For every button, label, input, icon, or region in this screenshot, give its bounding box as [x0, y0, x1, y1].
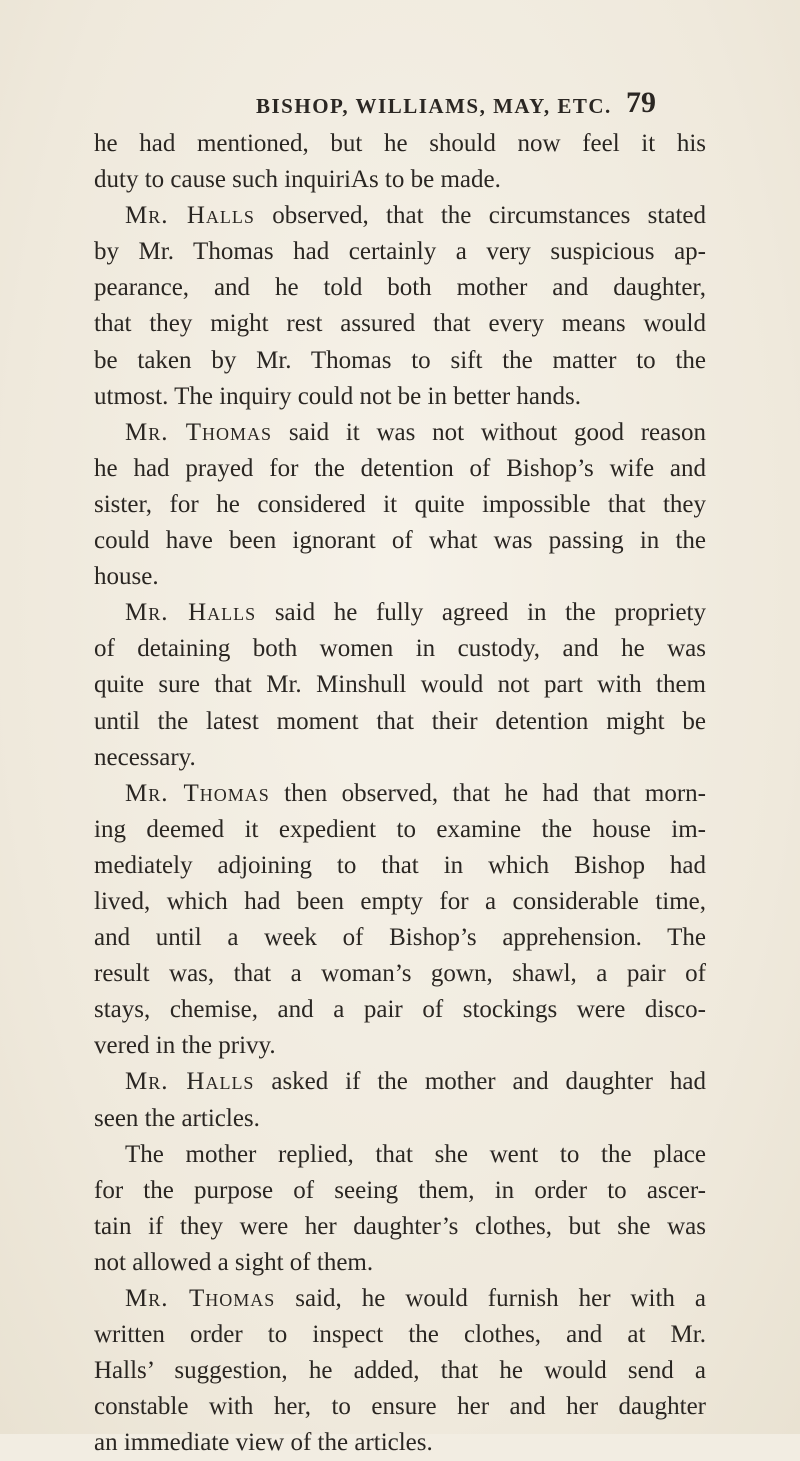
line-text: quite sure that Mr. Minshull would not part with them: [94, 671, 706, 699]
line-text: until the latest moment that their detention might be: [94, 707, 706, 735]
text-line: [94, 704, 706, 740]
line-text: result was, that a woman’s gown, shawl, a pair of: [94, 960, 706, 988]
running-title: BISHOP, WILLIAMS, MAY, ETC.: [256, 94, 612, 118]
line-text: and until a week of Bishop’s apprehension. The: [94, 924, 706, 952]
line-text: stays, chemise, and a pair of stockings were disco-: [94, 996, 706, 1024]
line-text: by Mr. Thomas had certainly a very suspicious ap-: [94, 238, 706, 266]
speaker-name: Mr. Thomas: [125, 418, 273, 446]
line-text: ing deemed it expedient to examine the house im-: [94, 815, 706, 843]
line-text: asked if the mother and daughter had: [254, 1068, 706, 1096]
text-line: [94, 451, 706, 487]
body-text: [94, 126, 706, 1461]
line-text: constable with her, to ensure her and her daughter: [94, 1393, 706, 1421]
running-head: [256, 86, 656, 126]
text-line: [94, 812, 706, 848]
speaker-name: Mr. Thomas: [125, 779, 270, 807]
text-line: [94, 776, 706, 812]
line-text: necessary.: [94, 743, 196, 771]
speaker-name: Mr. Halls: [125, 1068, 255, 1096]
line-text: an immediate view of the articles.: [94, 1429, 433, 1457]
line-text: observed, that the circumstances stated: [254, 202, 706, 230]
text-line: [94, 270, 706, 306]
line-text: lived, which had been empty for a considerable time,: [94, 887, 706, 915]
text-line: [94, 1353, 706, 1389]
line-text: said, he would furnish her with a: [275, 1285, 706, 1312]
text-line: [94, 992, 706, 1028]
line-text: utmost. The inquiry could not be in better hands.: [94, 382, 581, 410]
line-text: be taken by Mr. Thomas to sift the matter to the: [94, 346, 706, 374]
text-line: [94, 1028, 706, 1064]
line-text: then observed, that he had that morn-: [269, 779, 706, 807]
speaker-name: Mr. Halls: [125, 599, 257, 627]
text-line: [94, 956, 706, 992]
text-line: [94, 1064, 706, 1100]
text-line: [94, 1209, 706, 1245]
text-line: [94, 487, 706, 523]
text-line: [94, 559, 706, 595]
line-text: vered in the privy.: [94, 1032, 276, 1060]
text-line: [94, 306, 706, 342]
text-line: [94, 343, 706, 379]
line-text: of detaining both women in custody, and he was: [94, 635, 706, 663]
line-text: seen the articles.: [94, 1104, 260, 1132]
line-text: mediately adjoining to that in which Bishop had: [94, 851, 706, 879]
line-text: could have been ignorant of what was passing in the: [94, 527, 706, 555]
line-text: not allowed a sight of them.: [94, 1248, 374, 1276]
text-line: [94, 595, 706, 631]
speaker-name: Mr. Thomas: [125, 1285, 276, 1312]
line-text: pearance, and he told both mother and daughter,: [94, 274, 706, 302]
text-line: [94, 1389, 706, 1425]
text-line: [94, 162, 706, 198]
text-line: [94, 920, 706, 956]
line-text: that they might rest assured that every means would: [94, 310, 706, 338]
line-text: sister, for he considered it quite impossible that they: [94, 490, 706, 518]
line-text: for the purpose of seeing them, in order to ascer-: [94, 1176, 706, 1204]
text-line: [94, 631, 706, 667]
text-line: [94, 1137, 706, 1173]
line-text: house.: [94, 563, 159, 591]
text-line: [94, 126, 706, 162]
text-line: [94, 848, 706, 884]
page-number: 79: [626, 86, 656, 119]
text-line: [94, 198, 706, 234]
text-line: [94, 379, 706, 415]
line-text: Halls’ suggestion, he added, that he would send a: [94, 1357, 706, 1385]
text-line: [94, 1101, 706, 1137]
text-line: [94, 1173, 706, 1209]
text-line: [94, 667, 706, 703]
text-line: [94, 1425, 706, 1461]
text-line: [94, 234, 706, 270]
line-text: said it was not without good reason: [272, 418, 706, 446]
line-text: written order to inspect the clothes, and at Mr.: [94, 1321, 706, 1349]
line-text: he had mentioned, but he should now feel it his: [94, 130, 706, 157]
text-line: [94, 884, 706, 920]
text-line: [94, 1245, 706, 1281]
text-line: [94, 1281, 706, 1317]
text-line: [94, 740, 706, 776]
text-line: [94, 1317, 706, 1353]
text-line: [94, 415, 706, 451]
line-text: duty to cause such inquiriAs to be made.: [94, 166, 501, 194]
speaker-name: Mr. Halls: [125, 202, 255, 230]
line-text: tain if they were her daughter’s clothes, but she was: [94, 1212, 706, 1240]
text-line: [94, 523, 706, 559]
line-text: he had prayed for the detention of Bishop’s wife and: [94, 454, 706, 482]
line-text: said he fully agreed in the propriety: [256, 599, 706, 627]
line-text: The mother replied, that she went to the place: [125, 1140, 706, 1168]
